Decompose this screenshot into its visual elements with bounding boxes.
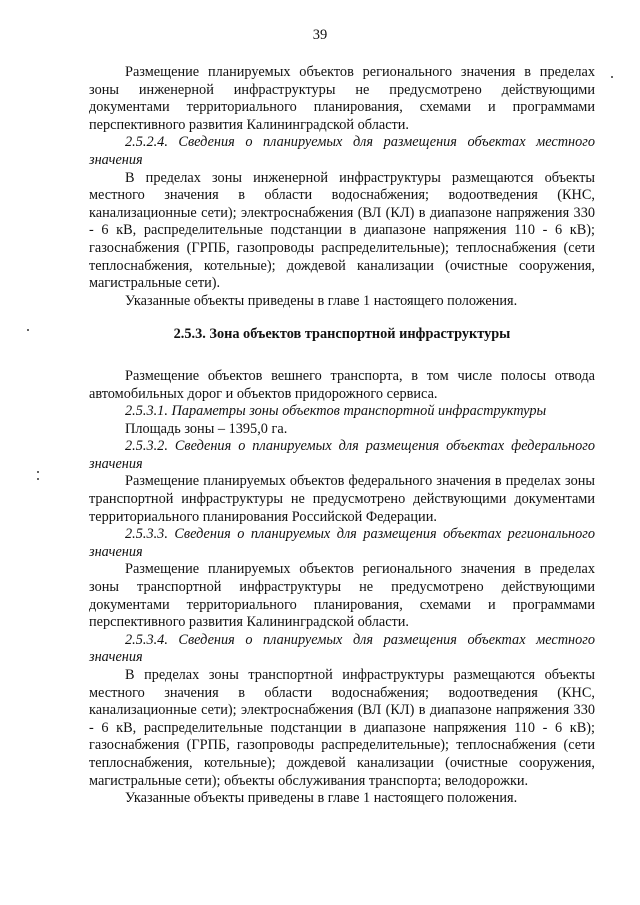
subsection-title: 2.5.2.4. Сведения о планируемых для размещения объектах местного значения xyxy=(89,134,595,168)
scan-speck xyxy=(37,471,39,473)
paragraph: Размещение планируемых объектов регионального значения в пределах зоны инженерной инфраструктуры не предусмотрено действующими документами территориального планирования, схемами и программами перспективного развития Калининградской области. xyxy=(89,64,595,133)
paragraph: В пределах зоны транспортной инфраструктуры размещаются объекты местного значения в области водоснабжения; водоотведения (КНС, канализационные сети); электроснабжения (ВЛ (КЛ) в диапазоне напряжения 330 - 6 кВ, распределительные подстанции в диапазоне напряжения 110 - 6 кВ); газоснабжения (ГРПБ, газопроводы распределительные); теплоснабжения (сети теплоснабжения, котельные); дождевой канализации (очистные сооружения, магистральные сети); объекты обслуживания транспорта; велодорожки. xyxy=(89,667,595,789)
paragraph: Размещение объектов вешнего транспорта, в том числе полосы отвода автомобильных дорог и объектов придорожного сервиса. xyxy=(89,367,595,402)
document-body xyxy=(89,64,595,808)
paragraph: Указанные объекты приведены в главе 1 настоящего положения. xyxy=(125,790,518,807)
paragraph: Площадь зоны – 1395,0 га. xyxy=(125,420,288,437)
scan-speck xyxy=(611,76,613,78)
subsection-title: 2.5.3.4. Сведения о планируемых для размещения объектах местного значения xyxy=(89,631,595,666)
section-heading: 2.5.3. Зона объектов транспортной инфраструктуры xyxy=(173,326,511,343)
scan-speck xyxy=(37,478,39,480)
subsection-title: 2.5.3.3. Сведения о планируемых для размещения объектах регионального значения xyxy=(89,526,595,560)
page-number: 39 xyxy=(312,27,328,43)
subsection-title: 2.5.3.2. Сведения о планируемых для размещения объектах федерального значения xyxy=(89,438,595,472)
paragraph: В пределах зоны инженерной инфраструктуры размещаются объекты местного значения в области водоснабжения; водоотведения (КНС, канализационные сети); электроснабжения (ВЛ (КЛ) в диапазоне напряжения 330 - 6 кВ, распределительные подстанции в диапазоне напряжения 110 - 6 кВ); газоснабжения (ГРПБ, газопроводы распределительные); теплоснабжения (сети теплоснабжения, котельные); дождевой канализации (очистные сооружения, магистральные сети). xyxy=(89,169,595,292)
paragraph: Размещение планируемых объектов регионального значения в пределах зоны транспортной инфраструктуры не предусмотрено действующими документами территориального планирования, схемами и программами перспективного развития Калининградской области. xyxy=(89,561,595,631)
paragraph: Размещение планируемых объектов федерального значения в пределах зоны транспортной инфраструктуры не предусмотрено действующими документами территориального планирования Российской Федерации. xyxy=(89,473,595,525)
scan-speck xyxy=(27,329,29,331)
paragraph: Указанные объекты приведены в главе 1 настоящего положения. xyxy=(125,292,518,309)
subsection-title: 2.5.3.1. Параметры зоны объектов транспортной инфраструктуры xyxy=(125,403,547,420)
